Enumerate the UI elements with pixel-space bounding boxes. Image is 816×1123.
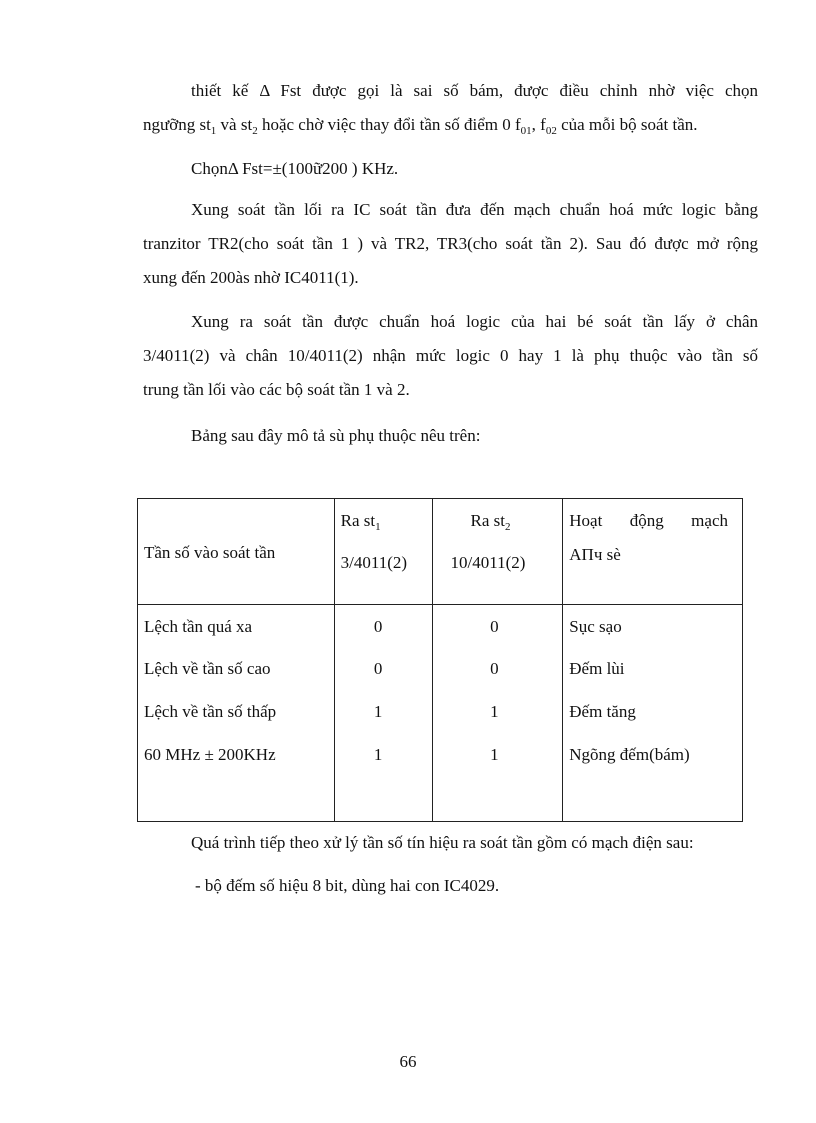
row-3-action: Đếm tăng	[569, 702, 636, 722]
page-number: 66	[399, 1052, 417, 1071]
paragraph-5	[143, 419, 758, 453]
header-st1-pin: 3/4011(2)	[340, 553, 408, 572]
header-frequency-label: Tần số vào soát tần	[144, 543, 276, 562]
header-cell-frequency	[138, 499, 335, 605]
paragraph-2-line-1: ChọnΔ Fst=±(100ữ200 ) KHz.	[191, 159, 399, 178]
header-cell-action	[563, 499, 743, 605]
table-header-row	[138, 499, 743, 605]
body-cell-labels	[138, 605, 335, 822]
paragraph-7	[143, 869, 758, 903]
body-cell-st1	[334, 605, 432, 822]
row-4-action: Ngõng đếm(bám)	[569, 745, 690, 765]
paragraph-3-line-2: tranzitor TR2(cho soát tần 1 ) và TR2, TR3(cho soát tần 2). Sau đó được mở rộng	[143, 234, 758, 253]
paragraph-3-line-1: Xung soát tần lối ra IC soát tần đưa đến mạch chuẩn hoá mức logic bằng	[191, 200, 758, 219]
paragraph-2	[143, 152, 758, 186]
header-st2-label: Ra $st_2$	[470, 511, 511, 533]
row-2-st1: 0	[373, 659, 383, 679]
header-st1-label: Ra $st_1$	[340, 511, 381, 533]
paragraph-3	[143, 193, 758, 295]
row-3-st1: 1	[373, 702, 383, 722]
row-1-action: Sục sạo	[569, 617, 622, 637]
paragraph-1-line-1: thiết kế Δ Fst được gọi là sai số bám, được điều chỉnh nhờ việc chọn	[191, 81, 758, 100]
paragraph-1-line-2: ngưỡng $st_1$ và $st_2$ hoặc chờ việc thay đổi tần số điểm 0 $f_{01}$, $f_{02}$ của mỗi bộ soát tần.	[143, 115, 698, 137]
table-body-row	[138, 605, 743, 822]
header-action-sublabel: AПч sè	[569, 545, 621, 564]
row-2-st2: 0	[490, 659, 499, 679]
row-4-label: 60 MHz ± 200KHz	[144, 745, 276, 765]
row-3-label: Lệch về tần số thấp	[144, 702, 277, 722]
paragraph-4-line-3: trung tần lối vào các bộ soát tần 1 và 2.	[143, 380, 410, 399]
paragraph-6	[143, 826, 758, 860]
row-4-st2: 1	[490, 745, 499, 765]
paragraph-6-line-1: Quá trình tiếp theo xử lý tần số tín hiệu ra soát tần gồm có mạch điện sau:	[191, 833, 694, 852]
row-4-st1: 1	[373, 745, 383, 765]
header-cell-st2	[432, 499, 563, 605]
paragraph-5-line-1: Bảng sau đây mô tả sù phụ thuộc nêu trên:	[191, 426, 481, 445]
row-3-st2: 1	[490, 702, 499, 722]
header-action-label: Hoạt động mạch	[569, 511, 728, 530]
row-2-action: Đếm lùi	[569, 659, 625, 679]
row-1-st1: 0	[373, 617, 383, 637]
paragraph-4-line-1: Xung ra soát tần được chuẩn hoá logic của hai bé soát tần lấy ở chân	[191, 312, 758, 331]
paragraph-7-line-1: - bộ đếm số hiệu 8 bit, dùng hai con IC4029.	[195, 876, 500, 895]
paragraph-3-line-3: xung đến 200às nhờ IC4011(1).	[143, 268, 359, 287]
header-cell-st1	[334, 499, 432, 605]
paragraph-4	[143, 305, 758, 407]
paragraph-4-line-2: 3/4011(2) và chân 10/4011(2) nhận mức logic 0 hay 1 là phụ thuộc vào tần số	[143, 346, 758, 365]
row-1-label: Lệch tần quá xa	[144, 617, 253, 637]
frequency-table	[137, 498, 743, 822]
body-cell-action	[563, 605, 743, 822]
body-cell-st2	[432, 605, 563, 822]
row-2-label: Lệch về tần số cao	[144, 659, 271, 679]
paragraph-1	[143, 74, 758, 142]
header-st2-pin: 10/4011(2)	[450, 553, 526, 572]
row-1-st2: 0	[490, 617, 499, 637]
